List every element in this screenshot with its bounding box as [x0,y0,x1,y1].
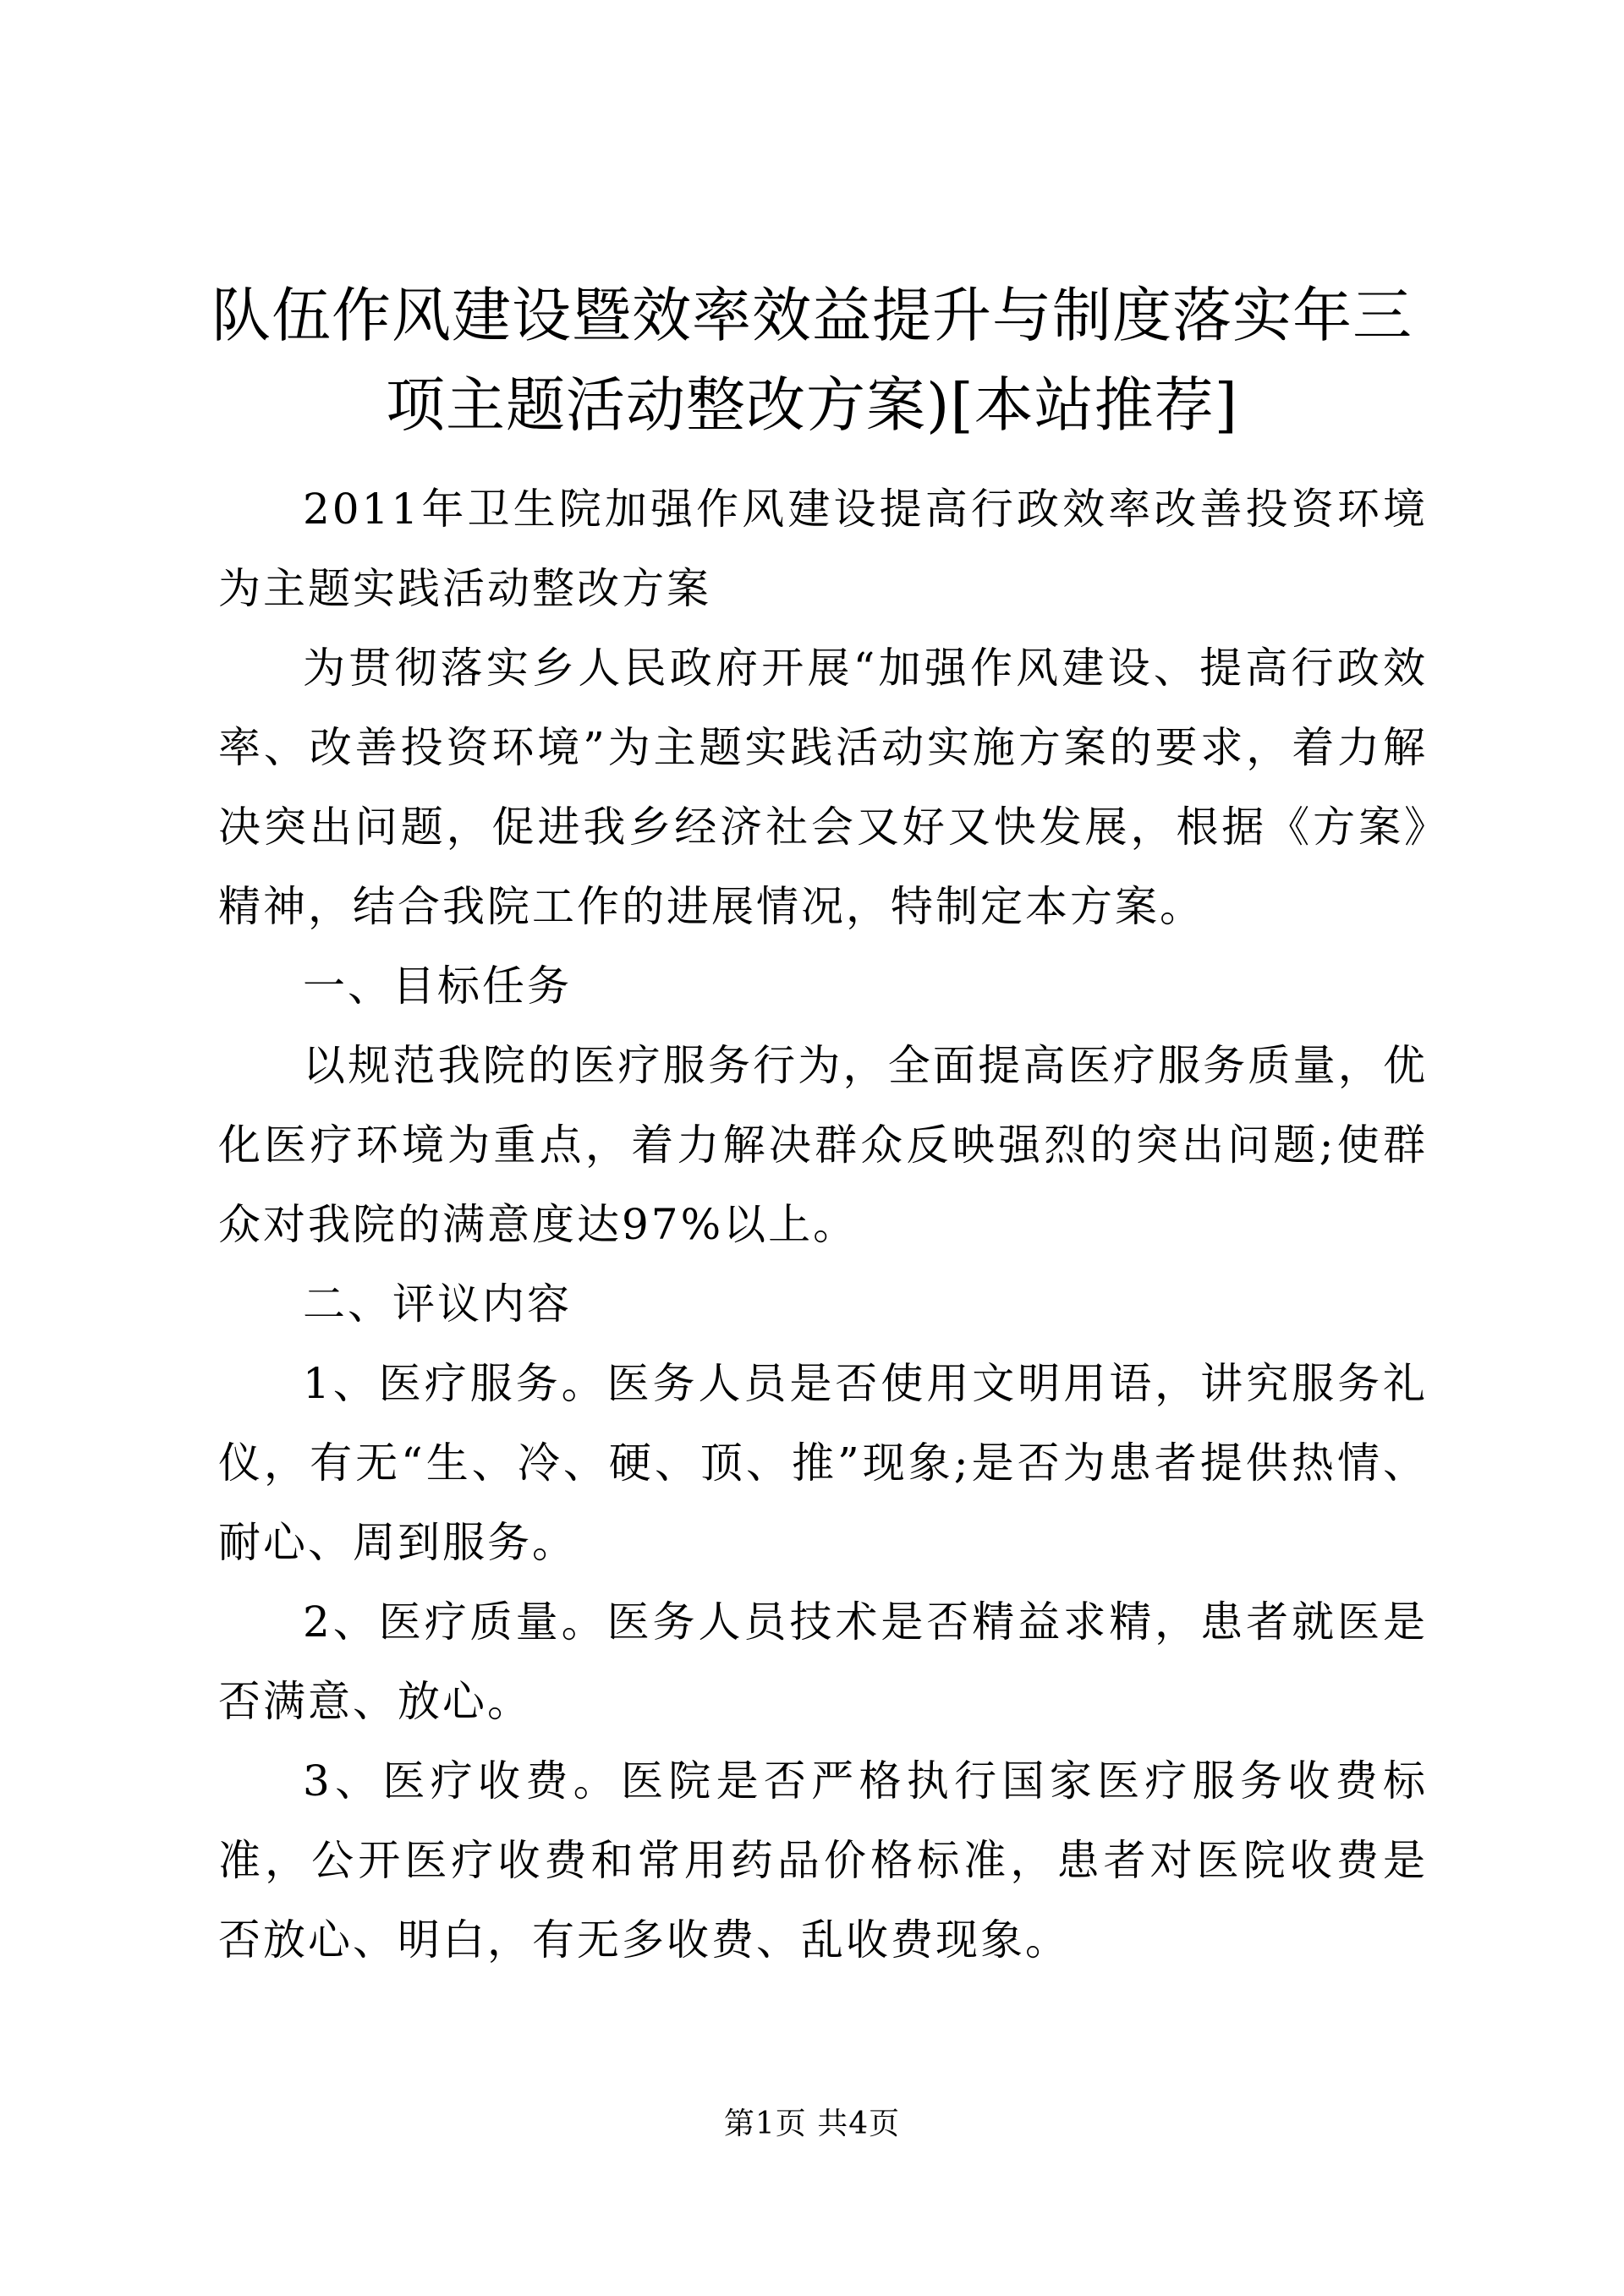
paragraph-purpose: 为贯彻落实乡人民政府开展“加强作风建设、提高行政效率、改善投资环境”为主题实践活动实施方案的要求，着力解决突出问题，促进我乡经济社会又好又快发展，根据《方案》精神，结合我院工作的进展情况，特制定本方案。 [218,644,1428,931]
paragraph-goals: 以规范我院的医疗服务行为，全面提高医疗服务质量，优化医疗环境为重点，着力解决群众反映强烈的突出问题;使群众对我院的满意度达97%以上。 [218,1041,1428,1249]
section-heading-goals: 一、目标任务 [303,962,572,1011]
paragraph-intro: 2011年卫生院加强作风建设提高行政效率改善投资环境为主题实践活动整改方案 [218,485,1428,613]
document-title [203,271,1421,450]
paragraph-item-3: 3、医疗收费。医院是否严格执行国家医疗服务收费标准，公开医疗收费和常用药品价格标准，患者对医院收费是否放心、明白，有无多收费、乱收费现象。 [218,1756,1428,1964]
document-body [218,469,1428,1980]
title-line-2: 项主题活动整改方案)[本站推荐] [386,370,1238,440]
page-number: 第1页 共4页 [723,2107,901,2141]
paragraph-item-1: 1、医疗服务。医务人员是否使用文明用语，讲究服务礼仪，有无“生、冷、硬、顶、推”现象;是否为患者提供热情、耐心、周到服务。 [218,1359,1428,1567]
section-heading-review: 二、评议内容 [303,1280,572,1329]
title-line-1: 队伍作风建设暨效率效益提升与制度落实年三 [211,281,1413,350]
page-footer [0,2104,1624,2145]
paragraph-item-2: 2、医疗质量。医务人员技术是否精益求精，患者就医是否满意、放心。 [218,1597,1428,1726]
